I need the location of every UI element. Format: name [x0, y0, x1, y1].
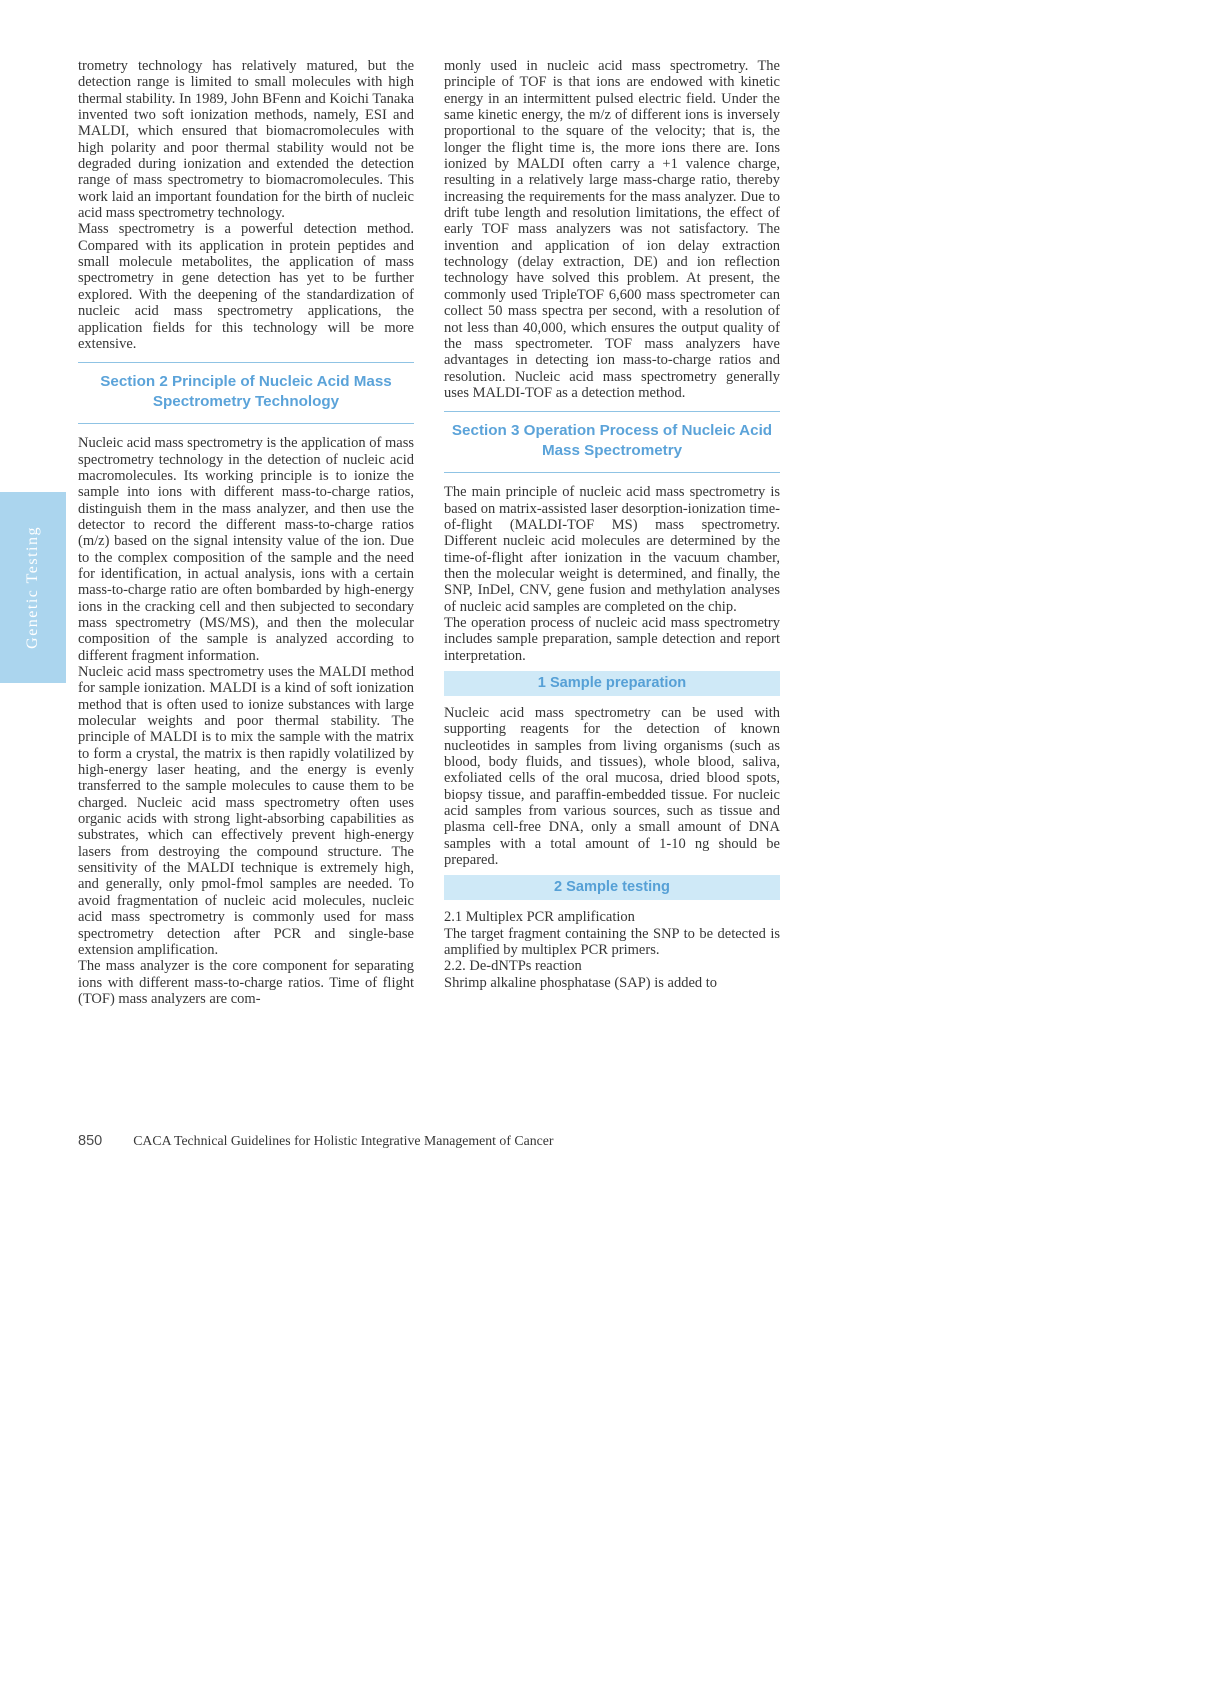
paragraph: The target fragment containing the SNP to be detected is amplified by multiplex PCR primers.	[444, 925, 780, 959]
right-text-column	[444, 58, 780, 991]
section-3-heading: Section 3 Operation Process of Nucleic Acid Mass Spectrometry	[444, 411, 780, 473]
subsection-heading-2-1: 2.1 Multiplex PCR amplification	[444, 909, 635, 926]
paragraph: Mass spectrometry is a powerful detection method. Compared with its application in protein peptides and small molecule metabolites, the application of mass spectrometry in gene detection has yet to be further explored. With the deepening of the standardization of nucleic acid mass spectrometry applications, the application fields for this technology will be more extensive.	[78, 221, 414, 352]
chapter-side-tab	[0, 492, 66, 683]
subsection-heading-2-2: 2.2. De-dNTPs reaction	[444, 958, 582, 975]
page-number: 850	[78, 1133, 103, 1149]
paragraph: Shrimp alkaline phosphatase (SAP) is added to	[444, 974, 718, 991]
paragraph: monly used in nucleic acid mass spectrometry. The principle of TOF is that ions are endowed with kinetic energy in an intermittent pulsed electric field. Under the same kinetic energy, the m/z of different ions is inversely proportional to the square of the velocity; that is, the longer the flight time is, the more ions there are. Ions ionized by MALDI often carry a +1 valence charge, resulting in a relatively large mass-charge ratio, thereby increasing the requirements for the mass analyzer. Due to drift tube length and resolution limitations, the effect of early TOF mass analyzers was not satisfactory. The invention and application of ion delay extraction technology (delay extraction, DE) and ion reflection technology have solved this problem. At present, the commonly used TripleTOF 6,600 mass spectrometer can collect 50 mass spectra per second, with a resolution of not less than 40,000, which ensures the output quality of the mass spectrometer. TOF mass analyzers have advantages in detecting ion mass-to-charge ratios and resolution. Nucleic acid mass spectrometry generally uses MALDI-TOF as a detection method.	[444, 58, 780, 401]
left-text-column	[78, 58, 414, 1007]
section-2-heading: Section 2 Principle of Nucleic Acid Mass Spectrometry Technology	[78, 362, 414, 424]
footer-book-title: CACA Technical Guidelines for Holistic Integrative Management of Cancer	[133, 1133, 554, 1148]
paragraph: Nucleic acid mass spectrometry can be used with supporting reagents for the detection of known nucleotides in samples from living organisms (such as blood, body fluids, and tissues), whole blood, saliva, exfoliated cells of the oral mucosa, dried blood spots, biopsy tissue, and paraffin-embedded tissue. For nucleic acid samples from various sources, such as tissue and plasma cell-free DNA, only a small amount of DNA samples with a total amount of 1-10 ng should be prepared.	[444, 705, 780, 869]
paragraph: The mass analyzer is the core component for separating ions with different mass-to-charge ratios. Time of flight (TOF) mass analyzers are com-	[78, 958, 414, 1007]
chapter-side-tab-label: Genetic Testing	[24, 526, 41, 649]
paragraph: Nucleic acid mass spectrometry uses the MALDI method for sample ionization. MALDI is a kind of soft ionization method that is often used to ionize substances with large molecular weights and poor thermal stability. The principle of MALDI is to mix the sample with the matrix to form a crystal, the matrix is then rapidly volatilized by high-energy laser heating, and the energy is evenly transferred to the sample molecules to cause them to be charged. Nucleic acid mass spectrometry often uses organic acids with strong light-absorbing capabilities as substrates, which can effectively prevent high-energy lasers from destroying the compound structure. The sensitivity of the MALDI technique is extremely high, and generally, only pmol-fmol samples are needed. To avoid fragmentation of nucleic acid molecules, nucleic acid mass spectrometry is commonly used for mass spectrometry detection after PCR and single-base extension amplification.	[78, 664, 414, 958]
paragraph: trometry technology has relatively matured, but the detection range is limited to small molecules with high thermal stability. In 1989, John BFenn and Koichi Tanaka invented two soft ionization methods, namely, ESI and MALDI, which ensured that biomacromolecules with high polarity and poor thermal stability would not be degraded during ionization and extended the detection range of mass spectrometry to biomacromolecules. This work laid an important foundation for the birth of nucleic acid mass spectrometry technology.	[78, 58, 414, 222]
page-footer	[78, 1133, 778, 1149]
paragraph: The operation process of nucleic acid mass spectrometry includes sample preparation, sample detection and report interpretation.	[444, 614, 780, 664]
paragraph: Nucleic acid mass spectrometry is the application of mass spectrometry technology in the detection of nucleic acid macromolecules. Its working principle is to ionize the sample into ions with different mass-to-charge ratios, distinguish them in the mass analyzer, and then use the detector to record the different mass-to-charge ratios (m/z) based on the signal intensity value of the ion. Due to the complex composition of the sample and the need for identification, in actual analysis, ions with a certain mass-to-charge ratio are often bombarded by high-energy ions in the cracking cell and then subjected to secondary mass spectrometry (MS/MS), and then the molecular composition of the sample is analyzed according to different fragment information.	[78, 435, 414, 664]
paragraph: The main principle of nucleic acid mass spectrometry is based on matrix-assisted laser desorption-ionization time-of-flight (MALDI-TOF MS) mass spectrometry. Different nucleic acid molecules are determined by the time-of-flight after ionization in the vacuum chamber, then the molecular weight is determined, and finally, the SNP, InDel, CNV, gene fusion and methylation analyses of nucleic acid samples are completed on the chip.	[444, 484, 780, 615]
subsection-band-sample-testing: 2 Sample testing	[444, 875, 780, 900]
subsection-band-sample-preparation: 1 Sample preparation	[444, 671, 780, 696]
